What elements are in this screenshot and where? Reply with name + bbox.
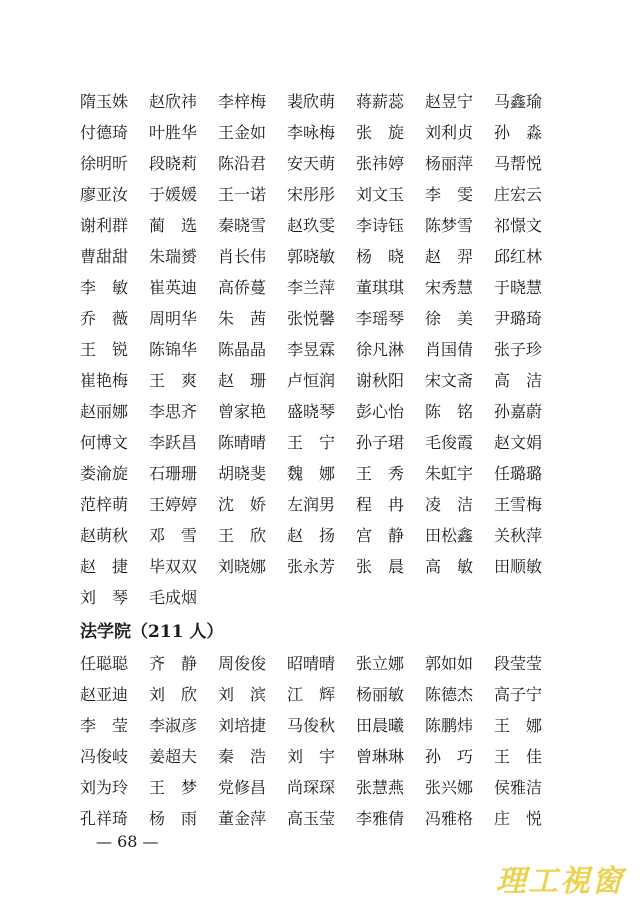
name-entry: 姜超夫 — [149, 747, 198, 766]
name-entry: 王一诺 — [218, 185, 267, 204]
name-entry: 王 秀 — [356, 464, 405, 483]
name-entry: 李 敏 — [80, 278, 129, 297]
name-entry: 蒋薪蕊 — [356, 92, 405, 111]
name-entry: 王 佳 — [494, 747, 543, 766]
name-entry: 冯雅格 — [425, 809, 474, 828]
name-entry: 王雪梅 — [494, 495, 543, 514]
name-entry: 肖长伟 — [218, 247, 267, 266]
name-entry: 江 辉 — [287, 685, 336, 704]
name-entry: 任聪聪 — [80, 654, 129, 673]
name-entry: 马帮悦 — [494, 154, 543, 173]
name-entry: 李咏梅 — [287, 123, 336, 142]
name-entry: 王 爽 — [149, 371, 198, 390]
name-entry: 宋彤彤 — [287, 185, 336, 204]
name-entry: 王金如 — [218, 123, 267, 142]
name-entry: 张 旋 — [356, 123, 405, 142]
section-heading: 法学院（211 人） — [80, 622, 224, 642]
name-entry: 高 洁 — [494, 371, 543, 390]
name-entry: 廖亚汝 — [80, 185, 129, 204]
name-entry: 赵 扬 — [287, 526, 336, 545]
name-entry: 田顺敏 — [494, 557, 543, 576]
name-entry: 刘 宇 — [287, 747, 336, 766]
name-entry: 王 娜 — [494, 716, 543, 735]
name-entry: 祁憬文 — [494, 216, 543, 235]
name-entry: 李 雯 — [425, 185, 474, 204]
name-entry: 董金萍 — [218, 809, 267, 828]
name-entry: 朱 茜 — [218, 309, 267, 328]
name-entry: 谢利群 — [80, 216, 129, 235]
name-entry: 乔 薇 — [80, 309, 129, 328]
watermark: 理工視窗 — [496, 864, 624, 899]
name-entry: 赵玖雯 — [287, 216, 336, 235]
name-entry: 赵 珊 — [218, 371, 267, 390]
name-entry: 张永芳 — [287, 557, 336, 576]
name-entry: 徐明昕 — [80, 154, 129, 173]
name-entry: 周明华 — [149, 309, 198, 328]
name-entry: 秦 浩 — [218, 747, 267, 766]
name-entry: 彭心怡 — [356, 402, 405, 421]
name-entry: 马俊秋 — [287, 716, 336, 735]
name-entry: 张子珍 — [494, 340, 543, 359]
name-entry: 刘 琴 — [80, 588, 129, 607]
name-entry: 田松鑫 — [425, 526, 474, 545]
name-entry: 陈晴晴 — [218, 433, 267, 452]
name-entry: 董琪琪 — [356, 278, 405, 297]
name-entry: 李雅倩 — [356, 809, 405, 828]
name-entry: 杨丽萍 — [425, 154, 474, 173]
name-entry: 程 冉 — [356, 495, 405, 514]
names-block — [80, 86, 560, 834]
name-entry: 左润男 — [287, 495, 336, 514]
name-entry: 付德琦 — [80, 123, 129, 142]
name-entry: 邓 雪 — [149, 526, 198, 545]
name-entry: 娄渝旋 — [80, 464, 129, 483]
name-entry: 张兴娜 — [425, 778, 474, 797]
name-entry: 沈 娇 — [218, 495, 267, 514]
name-entry: 毛俊霞 — [425, 433, 474, 452]
name-entry: 王 锐 — [80, 340, 129, 359]
name-entry: 赵欣祎 — [149, 92, 198, 111]
name-entry: 徐 美 — [425, 309, 474, 328]
name-entry: 李梓梅 — [218, 92, 267, 111]
name-entry: 李诗钰 — [356, 216, 405, 235]
name-entry: 卢恒润 — [287, 371, 336, 390]
name-entry: 赵亚迪 — [80, 685, 129, 704]
name-entry: 朱瑞赟 — [149, 247, 198, 266]
name-entry: 于媛媛 — [149, 185, 198, 204]
name-entry: 赵 羿 — [425, 247, 474, 266]
name-entry: 马鑫瑜 — [494, 92, 543, 111]
name-entry: 魏 娜 — [287, 464, 336, 483]
name-entry: 肖国倩 — [425, 340, 474, 359]
name-entry: 谢秋阳 — [356, 371, 405, 390]
name-entry: 段莹莹 — [494, 654, 543, 673]
name-entry: 刘文玉 — [356, 185, 405, 204]
name-entry: 崔艳梅 — [80, 371, 129, 390]
name-entry: 蔺 选 — [149, 216, 198, 235]
name-entry: 陈梦雪 — [425, 216, 474, 235]
name-grid — [80, 86, 560, 613]
name-entry: 陈鹏炜 — [425, 716, 474, 735]
name-entry: 昭晴晴 — [287, 654, 336, 673]
name-entry: 王 宁 — [287, 433, 336, 452]
name-entry: 张悦馨 — [287, 309, 336, 328]
name-entry: 张慧燕 — [356, 778, 405, 797]
name-entry: 盛晓琴 — [287, 402, 336, 421]
name-entry: 刘利贞 — [425, 123, 474, 142]
name-entry: 裴欣萌 — [287, 92, 336, 111]
name-entry: 石珊珊 — [149, 464, 198, 483]
name-entry: 于晓慧 — [494, 278, 543, 297]
name-entry: 张 晨 — [356, 557, 405, 576]
name-entry: 高玉莹 — [287, 809, 336, 828]
name-entry: 赵萌秋 — [80, 526, 129, 545]
name-entry: 陈锦华 — [149, 340, 198, 359]
name-entry: 曹甜甜 — [80, 247, 129, 266]
name-entry: 侯雅洁 — [494, 778, 543, 797]
name-entry: 叶胜华 — [149, 123, 198, 142]
name-entry: 齐 静 — [149, 654, 198, 673]
name-entry: 赵文娟 — [494, 433, 543, 452]
name-entry: 孙 淼 — [494, 123, 543, 142]
name-entry: 宋文斋 — [425, 371, 474, 390]
name-entry: 段晓莉 — [149, 154, 198, 173]
name-entry: 孙嘉蔚 — [494, 402, 543, 421]
name-entry: 范梓萌 — [80, 495, 129, 514]
name-entry: 刘为玲 — [80, 778, 129, 797]
name-entry: 刘 欣 — [149, 685, 198, 704]
name-entry: 陈晶晶 — [218, 340, 267, 359]
name-entry: 李跃昌 — [149, 433, 198, 452]
page-number: — 68 — — [96, 832, 159, 851]
name-entry: 张祎婷 — [356, 154, 405, 173]
name-entry: 崔英迪 — [149, 278, 198, 297]
name-entry: 孔祥琦 — [80, 809, 129, 828]
name-entry: 郭晓敏 — [287, 247, 336, 266]
name-entry: 毕双双 — [149, 557, 198, 576]
name-entry: 隋玉姝 — [80, 92, 129, 111]
name-entry: 李昱霖 — [287, 340, 336, 359]
name-entry: 王 梦 — [149, 778, 198, 797]
name-entry: 庄宏云 — [494, 185, 543, 204]
name-entry: 孙子珺 — [356, 433, 405, 452]
name-entry: 高 敏 — [425, 557, 474, 576]
name-entry: 赵 捷 — [80, 557, 129, 576]
name-entry: 冯俊岐 — [80, 747, 129, 766]
name-entry: 郭如如 — [425, 654, 474, 673]
name-entry: 高侨蔓 — [218, 278, 267, 297]
name-entry: 何博文 — [80, 433, 129, 452]
name-entry: 李兰萍 — [287, 278, 336, 297]
name-entry: 杨 雨 — [149, 809, 198, 828]
name-entry: 胡晓斐 — [218, 464, 267, 483]
name-entry: 党修昌 — [218, 778, 267, 797]
name-entry: 刘 滨 — [218, 685, 267, 704]
name-entry: 张立娜 — [356, 654, 405, 673]
name-entry: 曾家艳 — [218, 402, 267, 421]
name-entry: 李淑彦 — [149, 716, 198, 735]
name-entry: 安天萌 — [287, 154, 336, 173]
name-entry: 田晨曦 — [356, 716, 405, 735]
name-entry: 徐凡淋 — [356, 340, 405, 359]
name-entry: 赵昱宁 — [425, 92, 474, 111]
name-entry: 任璐璐 — [494, 464, 543, 483]
name-entry: 秦晓雪 — [218, 216, 267, 235]
name-entry: 宫 静 — [356, 526, 405, 545]
name-entry: 刘晓娜 — [218, 557, 267, 576]
name-entry: 李 莹 — [80, 716, 129, 735]
name-entry: 赵丽娜 — [80, 402, 129, 421]
name-grid — [80, 648, 560, 834]
name-entry: 曾琳琳 — [356, 747, 405, 766]
name-entry: 关秋萍 — [494, 526, 543, 545]
name-entry: 朱虹宇 — [425, 464, 474, 483]
name-entry: 杨丽敏 — [356, 685, 405, 704]
name-entry: 王婷婷 — [149, 495, 198, 514]
name-entry: 陈德杰 — [425, 685, 474, 704]
name-entry: 高子宁 — [494, 685, 543, 704]
name-entry: 凌 洁 — [425, 495, 474, 514]
name-entry: 陈 铭 — [425, 402, 474, 421]
name-entry: 庄 悦 — [494, 809, 543, 828]
name-entry: 尚琛琛 — [287, 778, 336, 797]
name-entry: 刘培捷 — [218, 716, 267, 735]
name-entry: 周俊俊 — [218, 654, 267, 673]
name-entry: 陈沿君 — [218, 154, 267, 173]
name-entry: 杨 晓 — [356, 247, 405, 266]
name-entry: 邱红林 — [494, 247, 543, 266]
name-entry: 尹璐琦 — [494, 309, 543, 328]
name-entry: 毛成烟 — [149, 588, 198, 607]
name-entry: 宋秀慧 — [425, 278, 474, 297]
name-entry: 孙 巧 — [425, 747, 474, 766]
name-entry: 李瑶琴 — [356, 309, 405, 328]
name-entry: 王 欣 — [218, 526, 267, 545]
name-entry: 李思齐 — [149, 402, 198, 421]
